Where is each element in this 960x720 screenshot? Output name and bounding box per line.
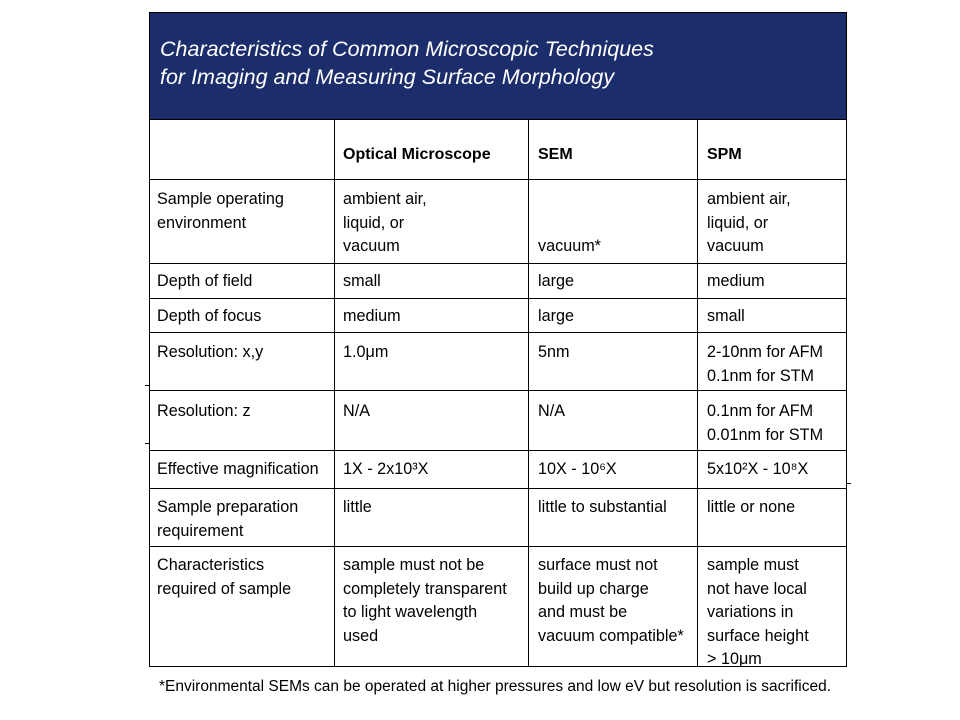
- cell-optical: N/A: [343, 402, 370, 420]
- row-label: Depth of focus: [157, 307, 262, 325]
- page-title: Characteristics of Common Microscopic Techniques for Imaging and Measuring Surface Morphology: [160, 37, 654, 89]
- column-header-optical: Optical Microscope: [343, 146, 491, 163]
- row-label: Characteristics required of sample: [157, 556, 292, 598]
- rule-stub: [145, 385, 150, 386]
- cell-spm: 0.1nm for AFM 0.01nm for STM: [707, 402, 824, 444]
- row-label: Effective magnification: [157, 460, 319, 478]
- cell-spm: 2-10nm for AFM 0.1nm for STM: [707, 343, 824, 385]
- cell-sem: N/A: [538, 402, 565, 420]
- rule-stub: [145, 443, 150, 444]
- row-divider: [150, 546, 846, 547]
- cell-sem: 10X - 10⁶X: [538, 460, 617, 478]
- row-label: Sample preparation requirement: [157, 498, 299, 540]
- cell-optical: ambient air, liquid, or vacuum: [343, 190, 427, 255]
- cell-optical: little: [343, 498, 372, 516]
- cell-optical: sample must not be completely transparent to light wavelength used: [343, 556, 507, 645]
- row-divider: [150, 298, 846, 299]
- cell-optical: medium: [343, 307, 401, 325]
- rule-stub: [846, 483, 851, 484]
- cell-spm: ambient air, liquid, or vacuum: [707, 190, 791, 255]
- cell-spm: small: [707, 307, 745, 325]
- row-label: Sample operating environment: [157, 190, 284, 232]
- comparison-table: [150, 120, 846, 666]
- cell-optical: 1X - 2x10³X: [343, 460, 429, 478]
- column-divider: [334, 120, 335, 666]
- row-label: Resolution: z: [157, 402, 251, 420]
- cell-sem: vacuum*: [538, 237, 601, 255]
- column-divider: [528, 120, 529, 666]
- cell-optical: small: [343, 272, 381, 290]
- cell-spm: little or none: [707, 498, 796, 516]
- cell-sem: 5nm: [538, 343, 570, 361]
- cell-spm: medium: [707, 272, 765, 290]
- cell-sem: large: [538, 307, 574, 325]
- column-header-spm: SPM: [707, 146, 742, 163]
- cell-sem: large: [538, 272, 574, 290]
- column-header-sem: SEM: [538, 146, 573, 163]
- row-divider: [150, 332, 846, 333]
- cell-sem: surface must not build up charge and must be vacuum compatible*: [538, 556, 684, 645]
- column-divider: [697, 120, 698, 666]
- footnote: *Environmental SEMs can be operated at higher pressures and low eV but resolution is sacrificed.: [159, 678, 832, 695]
- row-divider: [150, 263, 846, 264]
- table-frame: [149, 12, 847, 667]
- row-divider: [150, 179, 846, 180]
- row-label: Resolution: x,y: [157, 343, 264, 361]
- title-band: [150, 13, 846, 120]
- row-divider: [150, 488, 846, 489]
- cell-optical: 1.0μm: [343, 343, 389, 361]
- cell-sem: little to substantial: [538, 498, 667, 516]
- cell-spm: sample must not have local variations in surface height > 10μm: [707, 556, 809, 668]
- row-label: Depth of field: [157, 272, 253, 290]
- row-divider: [150, 390, 846, 391]
- row-divider: [150, 450, 846, 451]
- cell-spm: 5x10²X - 10⁸X: [707, 460, 809, 478]
